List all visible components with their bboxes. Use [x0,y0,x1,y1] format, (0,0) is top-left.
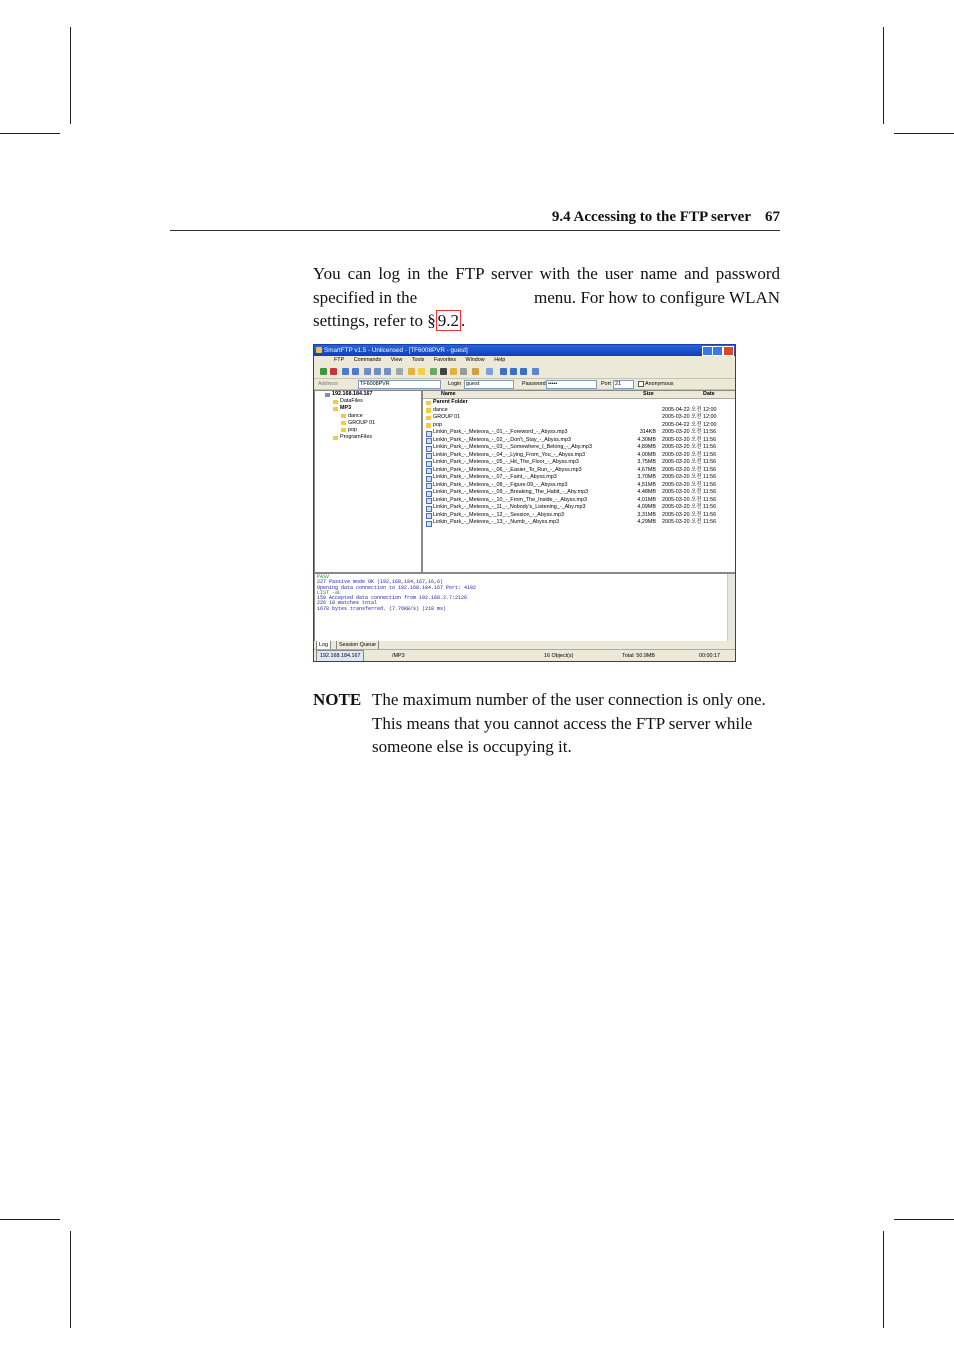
tree-item-label: DataFiles [340,398,363,405]
window-titlebar [314,345,735,356]
file-size: 3,75MB [637,459,656,465]
tree-item-label: pop [348,426,357,433]
window-title: SmartFTP v1.5 - Unlicensed - [TF6008PVR - guest] [324,347,468,354]
folder-icon [333,407,338,411]
folder-icon [426,401,431,406]
note-block [313,688,780,759]
file-date: 2005-03-20 오전 11:56 [662,436,717,443]
file-name: Linkin_Park_-_Meteora_-_01_-_Foreword_-_Abyss.mp3 [433,429,568,435]
stop-icon[interactable] [352,368,359,375]
details-icon[interactable] [384,368,391,375]
file-date: 2005-03-20 오전 11:56 [662,451,717,458]
log-pane [314,573,736,643]
window-layout-icon[interactable] [486,368,493,375]
tab-log[interactable]: Log [316,641,331,650]
favorites-icon[interactable] [418,368,425,375]
note-label: NOTE [313,690,362,709]
log-line: PASV [317,574,330,580]
file-rows [423,399,735,527]
folder-icon [426,423,431,428]
new-folder-icon[interactable] [430,368,437,375]
folder-tree [314,390,422,573]
tree-item-label: GROUP 01 [348,419,376,426]
folder-icon [333,400,338,404]
queue-icon[interactable] [472,368,479,375]
file-row[interactable] [423,437,735,445]
file-name: Linkin_Park_-_Meteora_-_09_-_Breaking_The_Habit_-_Aby.mp3 [433,489,589,495]
file-name: Linkin_Park_-_Meteora_-_03_-_Somewhere_I_Belong_-_Aby.mp3 [433,444,593,450]
file-size: 4,00MB [637,451,656,458]
crop-mark [70,1231,71,1328]
anonymous-label: Anonymous [645,381,674,387]
file-size: 4,89MB [637,444,656,450]
file-name: Parent Folder [433,399,468,405]
crop-mark [883,27,884,124]
file-size: 4,48MB [637,489,656,495]
log-line: 227 Passive mode OK (192,168,184,167,16,6) [317,579,444,586]
file-size: 3,31MB [637,511,656,518]
file-date: 2005-03-20 오전 11:56 [662,519,717,525]
server-icon [325,393,330,397]
tree-item[interactable] [315,405,421,412]
file-date: 2005-03-20 오전 11:56 [662,511,717,518]
menu-favorites[interactable]: Favorites [433,357,457,363]
copy-icon[interactable] [460,368,467,375]
file-name: Linkin_Park_-_Meteora_-_05_-_Hit_The_Floor_-_Abyss.mp3 [433,459,579,465]
file-size: 4,67MB [637,466,656,473]
file-size: 3,70MB [637,474,656,480]
file-size: 4,01MB [637,496,656,503]
tab-session-queue[interactable]: Session Queue [336,641,379,650]
tree-item[interactable] [315,391,421,398]
status-path: /MP3 [392,653,405,659]
file-date: 2005-03-20 오전 12:00 [662,414,717,420]
header-text [552,209,780,226]
folder-icon [341,414,346,418]
log-line: LIST -aL [317,589,342,596]
crop-mark [0,1219,60,1220]
connection-bar [314,379,735,390]
tile-icon[interactable] [500,368,507,375]
file-name: Linkin_Park_-_Meteora_-_12_-_Session_-_Abyss.mp3 [433,511,564,518]
crop-mark [894,133,954,134]
file-row[interactable] [423,452,735,460]
menu-view[interactable]: View [390,357,403,363]
status-time: 00:00:17 [699,653,720,659]
log-line: 226 18 matches total [317,600,378,607]
file-row[interactable] [423,429,735,437]
file-date: 2005-03-20 오전 11:56 [662,429,717,435]
file-row[interactable] [423,489,735,497]
file-date: 2005-03-20 오전 11:56 [662,481,717,488]
audio-file-icon [426,521,432,527]
folder-icon[interactable] [450,368,457,375]
tree-item-label: MP3 [340,405,352,412]
file-name: Linkin_Park_-_Meteora_-_06_-_Easier_To_Run_-_Abyss.mp3 [433,466,582,473]
file-row[interactable] [423,474,735,482]
login-label: Login [448,381,462,387]
file-row[interactable] [423,459,735,467]
file-date: 2005-03-20 오전 11:56 [662,496,717,503]
view-icon[interactable] [364,368,371,375]
file-date: 2005-03-20 오전 11:56 [662,459,717,465]
menu-bar [314,356,735,365]
address-field[interactable] [358,380,441,389]
list-icon[interactable] [374,368,381,375]
transfer-icon[interactable] [396,368,403,375]
file-list [422,390,736,573]
file-row[interactable] [423,399,735,407]
close-icon[interactable] [723,346,734,356]
app-icon [316,347,322,353]
port-value: 21 [615,381,621,387]
crop-mark [894,1219,954,1220]
password-value: ••••• [548,381,558,387]
file-row[interactable] [423,512,735,520]
folder-icon [341,421,346,425]
login-value: guest [466,381,480,387]
status-total: Total: 50.9MB [622,653,655,659]
file-row[interactable] [423,444,735,452]
file-name: Linkin_Park_-_Meteora_-_10_-_From_The_Inside_-_Abyss.mp3 [433,496,588,503]
bottom-tabs [314,641,735,649]
file-row[interactable] [423,414,735,422]
file-row[interactable] [423,504,735,512]
menu-ftp[interactable]: FTP [334,357,345,363]
refresh-icon[interactable] [342,368,349,375]
help-icon[interactable] [532,368,539,375]
file-date: 2005-03-20 오전 11:56 [662,489,717,495]
address-label: Address [318,381,338,387]
tree-item[interactable] [315,427,421,434]
paragraph-part2: menu. For how to configure WLAN settings, refer to § [313,287,781,330]
file-date: 2005-03-20 오전 11:56 [662,466,717,473]
file-size: 4,30MB [637,436,656,443]
port-label: Port [601,381,611,387]
maximize-icon[interactable] [712,346,723,356]
cascade-icon[interactable] [520,368,527,375]
file-name: Linkin_Park_-_Meteora_-_08_-_Figure.09_-_Abyss.mp3 [433,481,568,488]
tree-item-label: ProgramFiles [340,434,373,441]
properties-icon[interactable] [440,368,447,375]
connect-icon[interactable] [320,368,327,375]
column-header [423,391,735,399]
file-name: dance [433,406,448,413]
status-objects: 16 Object(s) [544,653,574,659]
menu-commands[interactable]: Commands [353,357,382,363]
file-row[interactable] [423,407,735,415]
disconnect-icon[interactable] [330,368,337,375]
crop-mark [0,133,60,134]
paragraph-end: . [461,311,466,330]
file-date: 2005-03-20 오전 11:56 [662,444,717,450]
section-link[interactable]: 9.2 [437,311,459,330]
body-paragraph [313,262,780,333]
note-text: The maximum number of the user connection is only one. This means that you cannot access the FTP server while someone else is occupying it. [372,690,766,756]
smartftp-window [313,344,736,662]
port-field[interactable] [613,380,634,389]
page-number: 67 [765,209,780,225]
login-field[interactable] [464,380,514,389]
status-bar [314,649,735,662]
file-size: 4,29MB [637,519,656,525]
tile-vertical-icon[interactable] [510,368,517,375]
file-row[interactable] [423,482,735,490]
file-name: Linkin_Park_-_Meteora_-_11_-_Nobody's_Listening_-_Aby.mp3 [433,504,586,510]
password-label: Password [522,381,546,387]
folder-icon [333,436,338,440]
crop-mark [883,1231,884,1328]
column-name[interactable]: Name [441,391,456,397]
log-line: Opening data connection to 192.168.184.167 Port: 4102 [317,584,477,591]
folder-icon [426,408,431,413]
address-value: TF6008PVR [360,381,390,387]
file-date: 2005-04-22 오전 12:00 [662,406,717,413]
tree-item-label: 192.168.184.167 [332,391,373,397]
file-name: Linkin_Park_-_Meteora_-_07_-_Faint_-_Abyss.mp3 [433,474,557,480]
folder-icon [341,428,346,432]
folder-icon [426,416,431,421]
toolbar [314,365,735,379]
file-name: GROUP 01 [433,414,461,420]
tree-item[interactable] [315,413,421,420]
running-header [170,206,780,231]
file-name: Linkin_Park_-_Meteora_-_04_-_Lying_From_You_-_Abyss.mp3 [433,451,586,458]
log-scrollbar[interactable] [727,574,735,642]
log-line: 1678 bytes transferred. (7.76KB/s) (210 ms) [317,605,447,612]
file-row[interactable] [423,422,735,430]
tree-item[interactable] [315,434,421,441]
file-name: Linkin_Park_-_Meteora_-_13_-_Numb_-_Abyss.mp3 [433,519,560,525]
menu-tools[interactable]: Tools [411,357,425,363]
file-row[interactable] [423,519,735,527]
log-lines [315,574,735,612]
section-title: 9.4 Accessing to the FTP server [551,209,751,225]
file-name: Linkin_Park_-_Meteora_-_02_-_Don't_Stay_-_Abyss.mp3 [433,436,571,443]
menu-help[interactable]: Help [494,357,506,363]
file-size: 4,09MB [637,504,656,510]
file-date: 2005-03-20 오전 11:56 [662,474,717,480]
file-size: 4,51MB [637,481,656,488]
crop-mark [70,27,71,124]
tree-item[interactable] [315,420,421,427]
password-field[interactable] [546,380,597,389]
tree-item-label: dance [348,412,363,419]
upload-icon[interactable] [408,368,415,375]
file-row[interactable] [423,497,735,505]
server-tab[interactable]: 192.168.184.167 [316,650,364,662]
file-size: 314KB [639,429,656,435]
paragraph-part1: You can log in the FTP server with the user name and password specified in the [313,264,780,307]
anonymous-checkbox[interactable] [638,381,644,387]
menu-window[interactable]: Window [465,357,485,363]
file-date: 2005-04-22 오전 12:00 [662,421,717,428]
log-line: 150 Accepted data connection from 192.168.2.7:2126 [317,595,468,602]
tree-item[interactable] [315,398,421,405]
file-name: pop [433,421,442,428]
file-date: 2005-03-20 오전 11:56 [662,504,717,510]
file-row[interactable] [423,467,735,475]
column-size[interactable]: Size [643,391,654,397]
column-date[interactable]: Date [703,391,715,397]
